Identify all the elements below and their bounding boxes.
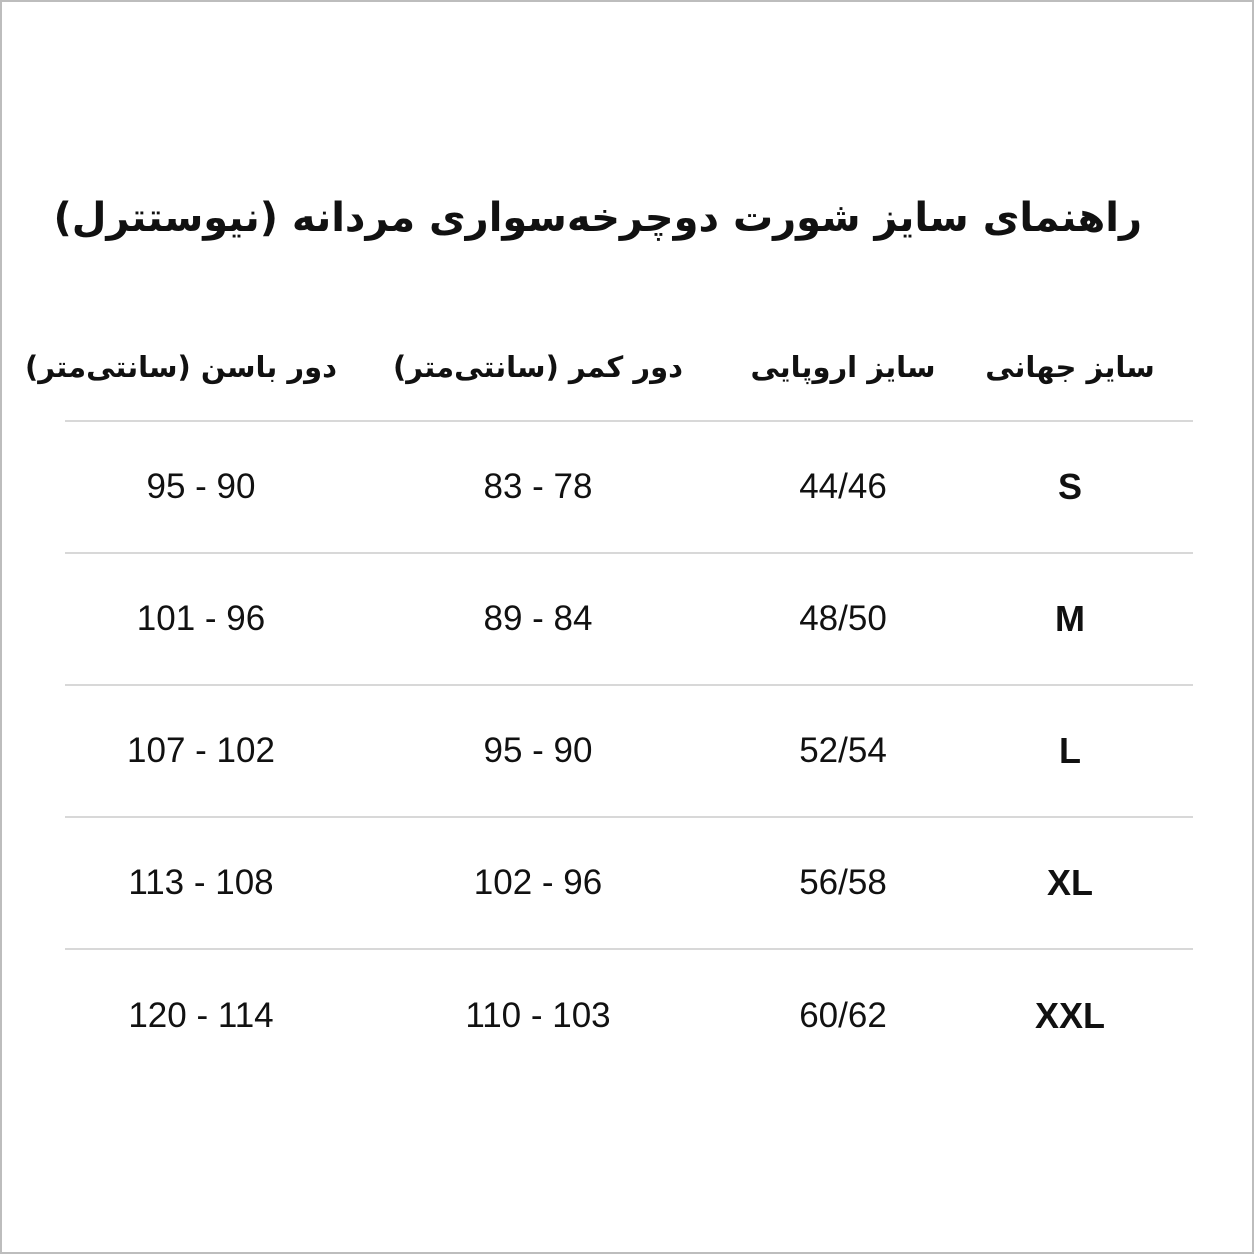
european-size-value: 44/46 — [799, 467, 887, 506]
european-size-value: 52/54 — [799, 731, 887, 770]
waist-value: 102 - 96 — [473, 863, 603, 902]
header-waist: دور کمر (سانتی‌متر) — [393, 350, 683, 384]
header-hip: دور باسن (سانتی‌متر) — [24, 350, 337, 384]
international-size-value: XL — [1046, 862, 1093, 903]
european-size-value: 56/58 — [799, 863, 887, 902]
hip-value: 120 - 114 — [128, 996, 274, 1035]
international-size-value: XXL — [1034, 995, 1105, 1036]
hip-value: 101 - 96 — [136, 599, 266, 638]
table-row — [65, 422, 1193, 554]
hip-value: 107 - 102 — [127, 731, 275, 770]
header-european-size: سایز اروپایی — [750, 350, 936, 384]
waist-value: 95 - 90 — [483, 731, 593, 770]
table-row — [65, 950, 1193, 1082]
european-size-value: 60/62 — [799, 996, 887, 1035]
table-row — [65, 818, 1193, 950]
waist-value: 89 - 84 — [483, 599, 593, 638]
international-size-value: S — [1057, 466, 1082, 507]
waist-value: 110 - 103 — [465, 996, 611, 1035]
table-row — [65, 554, 1193, 686]
table-header-row — [24, 322, 1193, 422]
table-row — [65, 686, 1193, 818]
international-size-value: M — [1055, 598, 1085, 639]
european-size-value: 48/50 — [799, 599, 887, 638]
size-table — [24, 322, 1193, 1082]
hip-value: 113 - 108 — [128, 863, 274, 902]
hip-value: 95 - 90 — [146, 467, 256, 506]
waist-value: 83 - 78 — [483, 467, 593, 506]
international-size-value: L — [1059, 730, 1081, 771]
page-title: راهنمای سایز شورت دوچرخه‌سواری مردانه (نیوستترل) — [53, 195, 1142, 241]
header-international-size: سایز جهانی — [985, 350, 1155, 384]
